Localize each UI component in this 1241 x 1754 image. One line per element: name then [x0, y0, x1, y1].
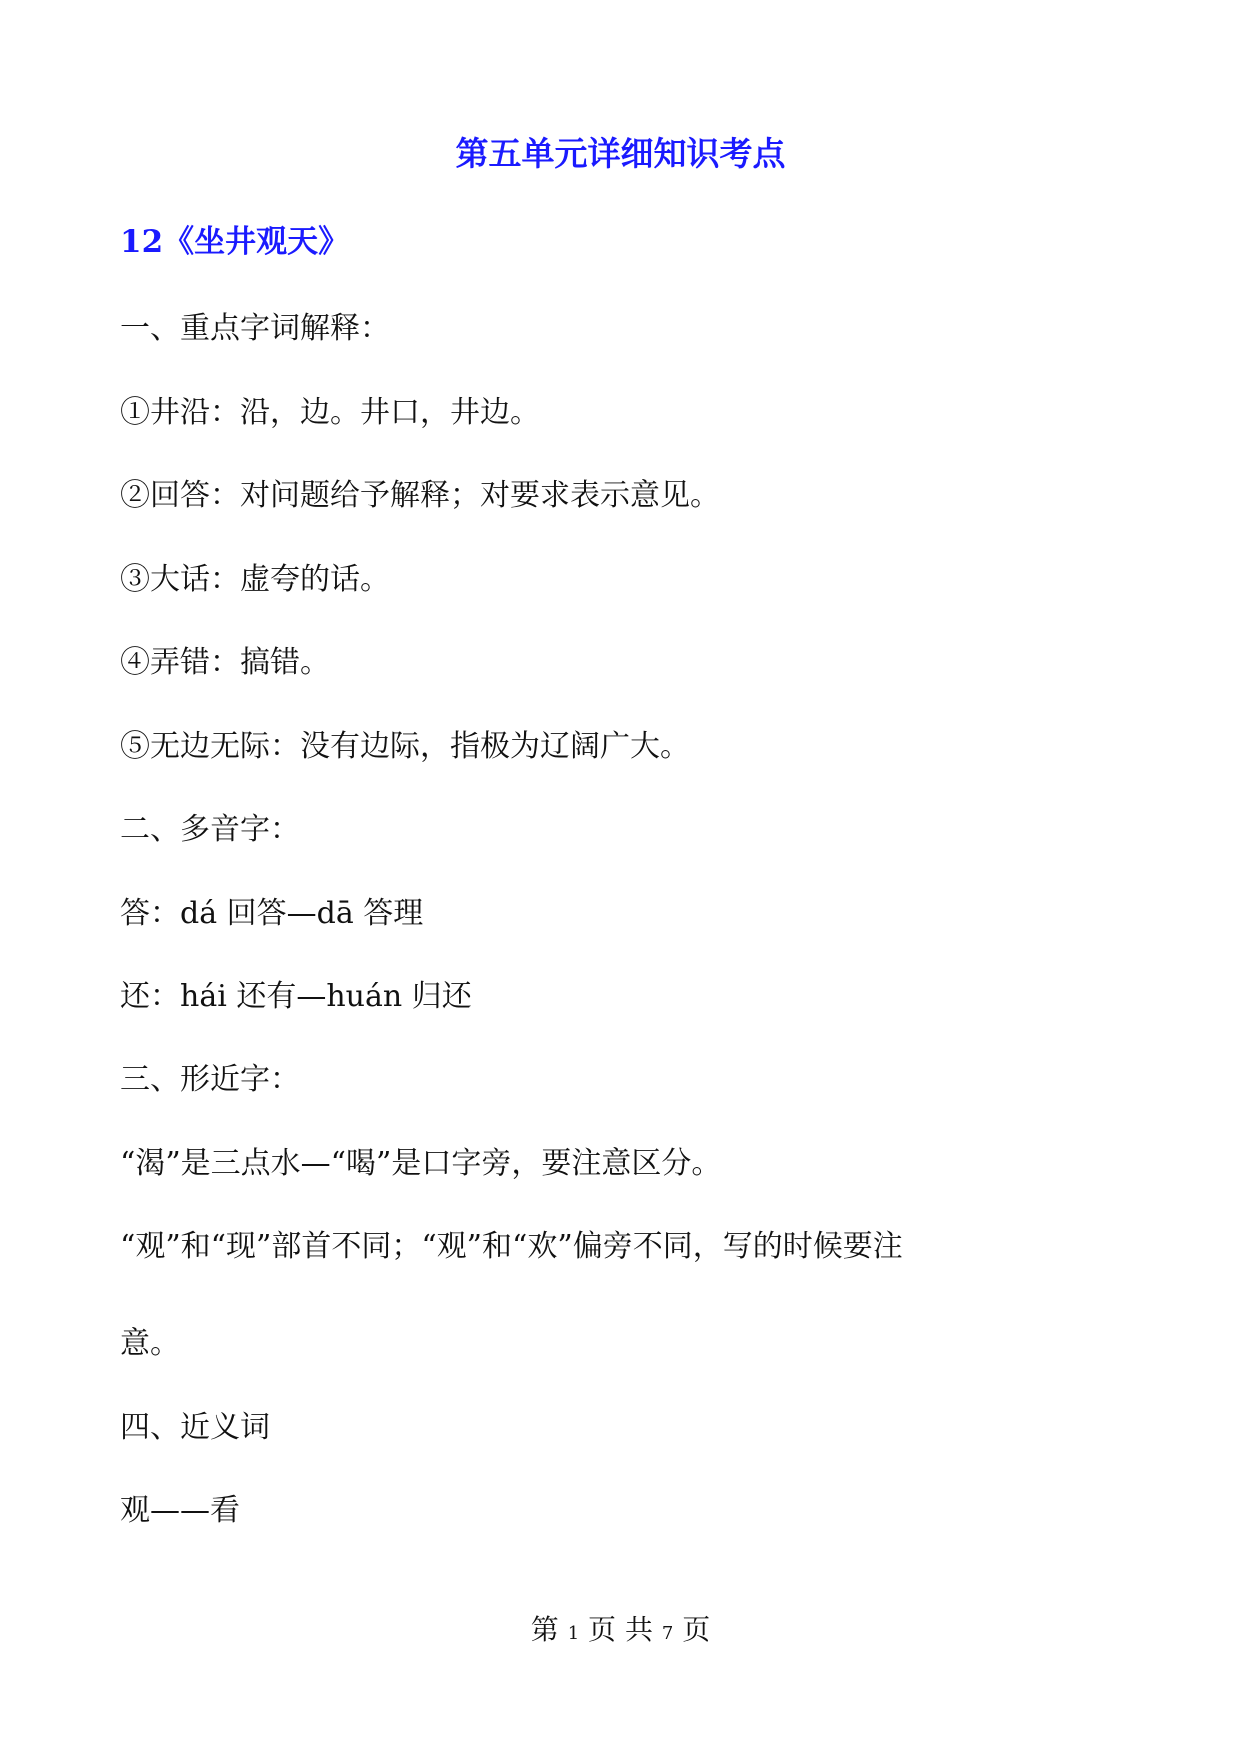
- footer-suffix: 页: [682, 1613, 711, 1646]
- lesson-heading: 12《坐井观天》: [120, 224, 350, 260]
- footer-middle: 页 共: [588, 1613, 653, 1646]
- section-heading-similar-chars: 三、形近字：: [120, 1062, 300, 1097]
- page-footer: [0, 1608, 1241, 1648]
- section-heading-polyphones: 二、多音字：: [120, 812, 300, 847]
- section-heading-vocabulary: 一、重点字词解释：: [120, 311, 390, 346]
- unit-title: 第五单元详细知识考点: [455, 134, 786, 173]
- vocab-item-1: ①井沿：沿，边。井口，井边。: [120, 395, 540, 430]
- footer-total-pages: 7: [661, 1623, 674, 1644]
- footer-prefix: 第: [530, 1613, 559, 1646]
- polyphone-item-2: 还：hái 还有—huán 归还: [120, 979, 472, 1014]
- similar-char-item-1: “渴”是三点水—“喝”是口字旁，要注意区分。: [120, 1146, 722, 1181]
- vocab-item-5: ⑤无边无际：没有边际，指极为辽阔广大。: [120, 729, 690, 764]
- similar-char-item-2-cont: 意。: [120, 1326, 180, 1361]
- synonym-item-1: 观——看: [120, 1493, 240, 1528]
- polyphone-item-1: 答：dá 回答—dā 答理: [120, 896, 424, 931]
- similar-char-item-2: “观”和“现”部首不同；“观”和“欢”偏旁不同，写的时候要注: [120, 1229, 903, 1264]
- section-heading-synonyms: 四、近义词: [120, 1410, 270, 1445]
- vocab-item-3: ③大话：虚夸的话。: [120, 562, 390, 597]
- vocab-item-4: ④弄错：搞错。: [120, 645, 330, 680]
- footer-page-number: 1: [567, 1623, 580, 1644]
- vocab-item-2: ②回答：对问题给予解释；对要求表示意见。: [120, 478, 720, 513]
